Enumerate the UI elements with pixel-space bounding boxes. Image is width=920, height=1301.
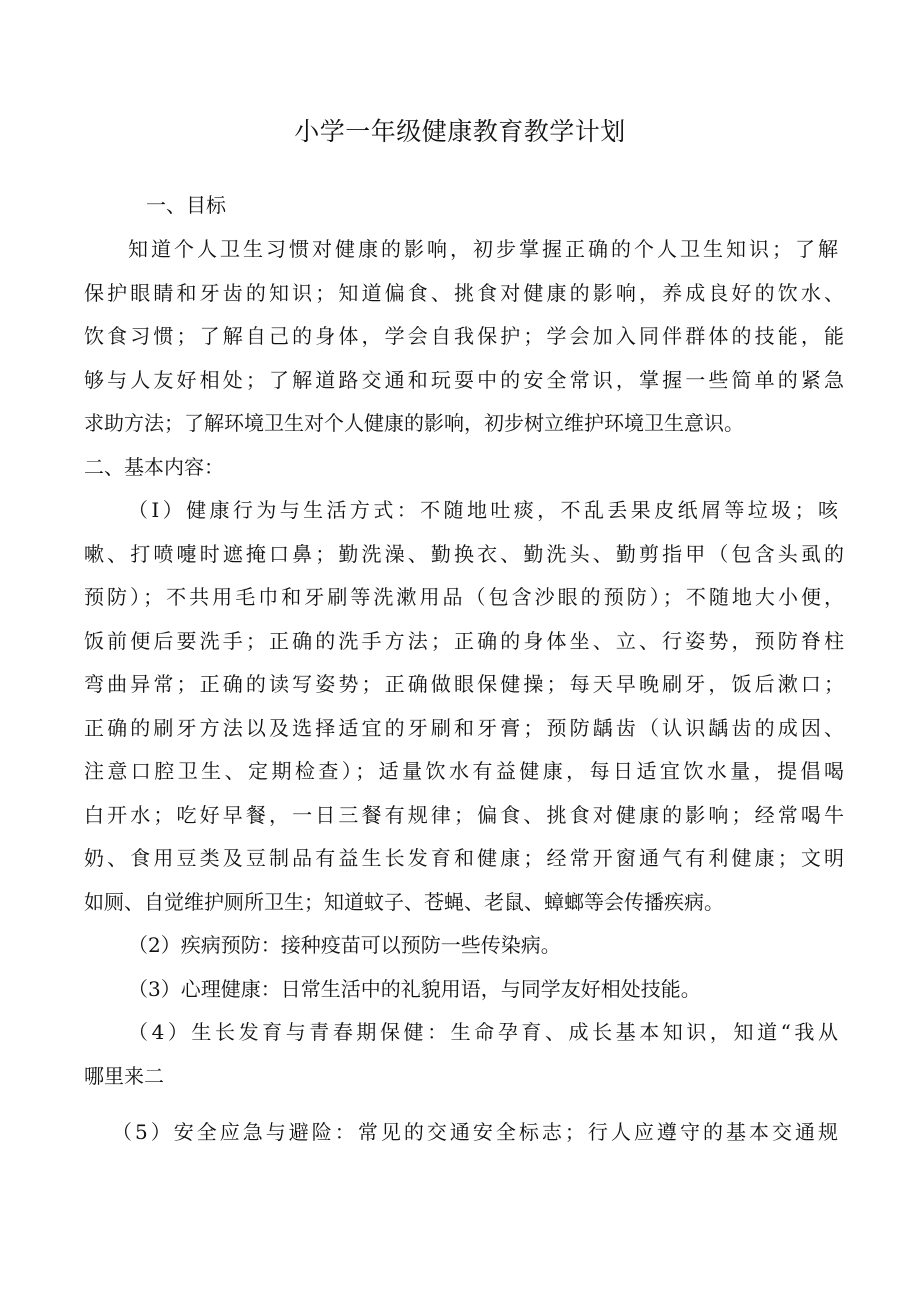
content-paragraph-line: 饭前便后要洗手；正确的洗手方法；正确的身体坐、立、行姿势，预防脊柱 [84, 629, 844, 653]
item-safety-emergency: （5）安全应急与避险：常见的交通安全标志；行人应遵守的基本交通规 [112, 1120, 838, 1144]
item-growth-development-cont: 哪里来二 [84, 1064, 164, 1088]
section-heading-content: 二、基本内容： [84, 455, 224, 479]
document-title: 小学一年级健康教育教学计划 [294, 117, 626, 146]
content-paragraph-line: 正确的刷牙方法以及选择适宜的牙刷和牙膏；预防龋齿（认识龋齿的成因、 [84, 716, 844, 740]
content-paragraph-line: 预防）；不共用毛巾和牙刷等洗漱用品（包含沙眼的预防）；不随地大小便， [84, 585, 844, 609]
goals-paragraph-line: 饮食习惯；了解自己的身体，学会自我保护；学会加入同伴群体的技能，能 [84, 324, 844, 348]
item-disease-prevention: （2）疾病预防：接种疫苗可以预防一些传染病。 [128, 933, 561, 957]
goals-paragraph-line: 够与人友好相处；了解道路交通和玩耍中的安全常识，掌握一些简单的紧急 [84, 368, 844, 392]
content-paragraph-line: 弯曲异常；正确的读写姿势；正确做眼保健操；每天早晚刷牙，饭后漱口； [84, 672, 844, 696]
content-paragraph-line: 奶、食用豆类及豆制品有益生长发育和健康；经常开窗通气有利健康；文明 [84, 846, 844, 870]
content-paragraph-line: 嗽、打喷嚏时遮掩口鼻；勤洗澡、勤换衣、勤洗头、勤剪指甲（包含头虱的 [84, 542, 844, 566]
section-heading-goals: 一、目标 [146, 193, 226, 217]
content-paragraph-line: （I）健康行为与生活方式：不随地吐痰，不乱丢果皮纸屑等垃圾；咳 [128, 498, 838, 522]
item-growth-development: （4）生长发育与青春期保健：生命孕育、成长基本知识，知道“我从 [128, 1020, 838, 1044]
content-paragraph-line: 如厕、自觉维护厕所卫生；知道蚊子、苍蝇、老鼠、蟑螂等会传播疾病。 [84, 890, 724, 914]
goals-paragraph-line: 保护眼睛和牙齿的知识；知道偏食、挑食对健康的影响，养成良好的饮水、 [84, 281, 844, 305]
content-paragraph-line: 注意口腔卫生、定期检查）；适量饮水有益健康，每日适宜饮水量，提倡喝 [84, 759, 844, 783]
goals-paragraph-line: 知道个人卫生习惯对健康的影响，初步掌握正确的个人卫生知识；了解 [128, 237, 838, 261]
goals-paragraph-line: 求助方法；了解环境卫生对个人健康的影响，初步树立维护环境卫生意识。 [84, 411, 744, 435]
content-paragraph-line: 白开水；吃好早餐，一日三餐有规律；偏食、挑食对健康的影响；经常喝牛 [84, 803, 844, 827]
item-mental-health: （3）心理健康：日常生活中的礼貌用语，与同学友好相处技能。 [128, 977, 701, 1001]
